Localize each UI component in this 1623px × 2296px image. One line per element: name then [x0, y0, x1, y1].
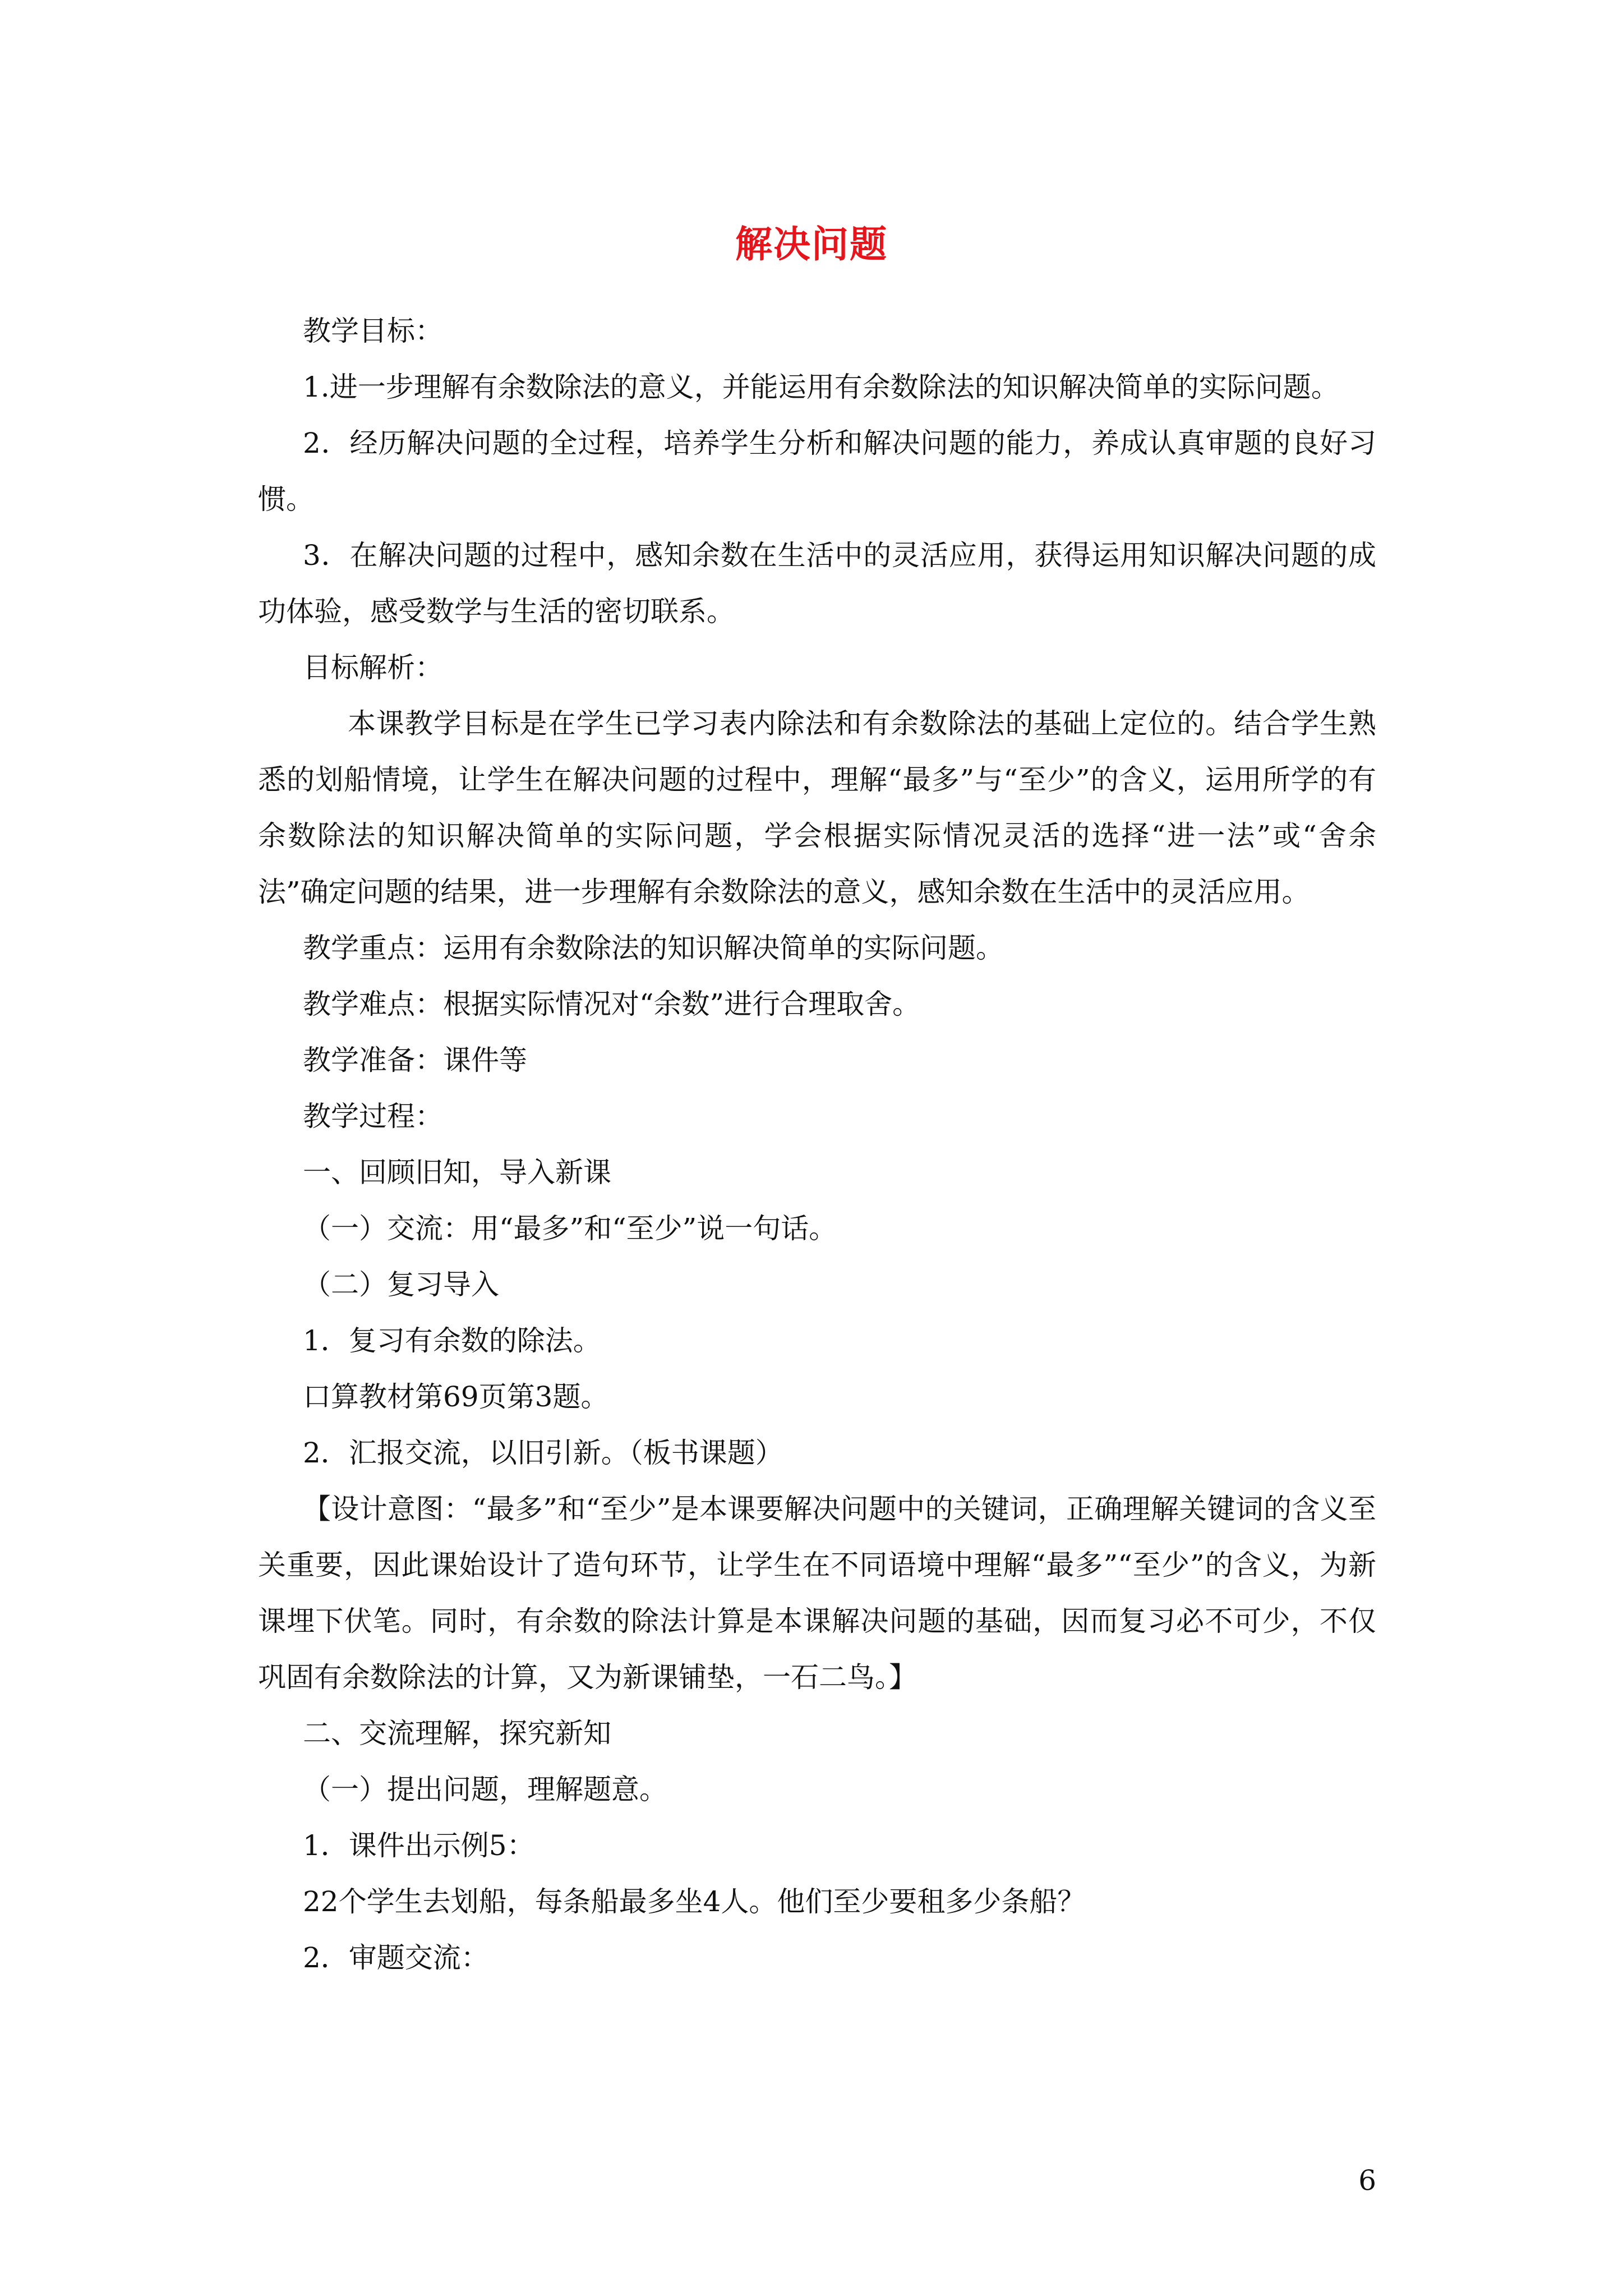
paragraph: 教学目标： — [303, 315, 443, 347]
paragraph: 1.进一步理解有余数除法的意义，并能运用有余数除法的知识解决简单的实际问题。 — [303, 371, 1339, 403]
design-intent-paragraph: 【设计意图：“最多”和“至少”是本课要解决问题中的关键词，正确理解关键词的含义至关重要，因此课始设计了造句环节，让学生在不同语境中理解“最多”“至少”的含义，为新课埋下伏笔。同时，有余数的除法计算是本课解决问题的基础，因而复习必不可少，不仅巩固有余数除法的计算，又为新课铺垫，一石二鸟。】 — [258, 1493, 1376, 1694]
paragraph: 口算教材第69页第3题。 — [303, 1381, 609, 1413]
paragraph: 2．审题交流： — [303, 1941, 489, 1974]
paragraph: （二）复习导入 — [303, 1268, 499, 1301]
paragraph: 1．课件出示例5： — [303, 1829, 535, 1862]
document-title: 解决问题 — [735, 222, 888, 266]
paragraph: 目标解析： — [303, 651, 443, 684]
paragraph: 22个学生去划船，每条船最多坐4人。他们至少要租多少条船？ — [303, 1885, 1086, 1918]
paragraph: 1．复习有余数的除法。 — [303, 1324, 601, 1357]
paragraph: 一、回顾旧知，导入新课 — [303, 1156, 611, 1189]
paragraph: 本课教学目标是在学生已学习表内除法和有余数除法的基础上定位的。结合学生熟悉的划船情境，让学生在解决问题的过程中，理解“最多”与“至少”的含义，运用所学的有余数除法的知识解决简单的实际问题，学会根据实际情况灵活的选择“进一法”或“舍余法”确定问题的结果，进一步理解有余数除法的意义，感知余数在生活中的灵活应用。 — [258, 707, 1376, 908]
document-body — [258, 303, 1376, 1986]
paragraph: 3．在解决问题的过程中，感知余数在生活中的灵活应用，获得运用知识解决问题的成功体验，感受数学与生活的密切联系。 — [258, 539, 1376, 628]
paragraph: 2．经历解决问题的全过程，培养学生分析和解决问题的能力，养成认真审题的良好习惯。 — [258, 427, 1376, 516]
paragraph: 教学难点：根据实际情况对“余数”进行合理取舍。 — [303, 988, 921, 1020]
paragraph: 教学过程： — [303, 1100, 443, 1133]
paragraph: 教学准备：课件等 — [303, 1044, 527, 1076]
paragraph: 2．汇报交流，以旧引新。（板书课题） — [303, 1437, 783, 1469]
paragraph: 教学重点：运用有余数除法的知识解决简单的实际问题。 — [303, 932, 1004, 964]
paragraph: 二、交流理解，探究新知 — [303, 1717, 611, 1750]
page-number: 6 — [1358, 2164, 1376, 2197]
paragraph: （一）提出问题，理解题意。 — [303, 1773, 667, 1806]
paragraph: （一）交流：用“最多”和“至少”说一句话。 — [303, 1212, 837, 1245]
